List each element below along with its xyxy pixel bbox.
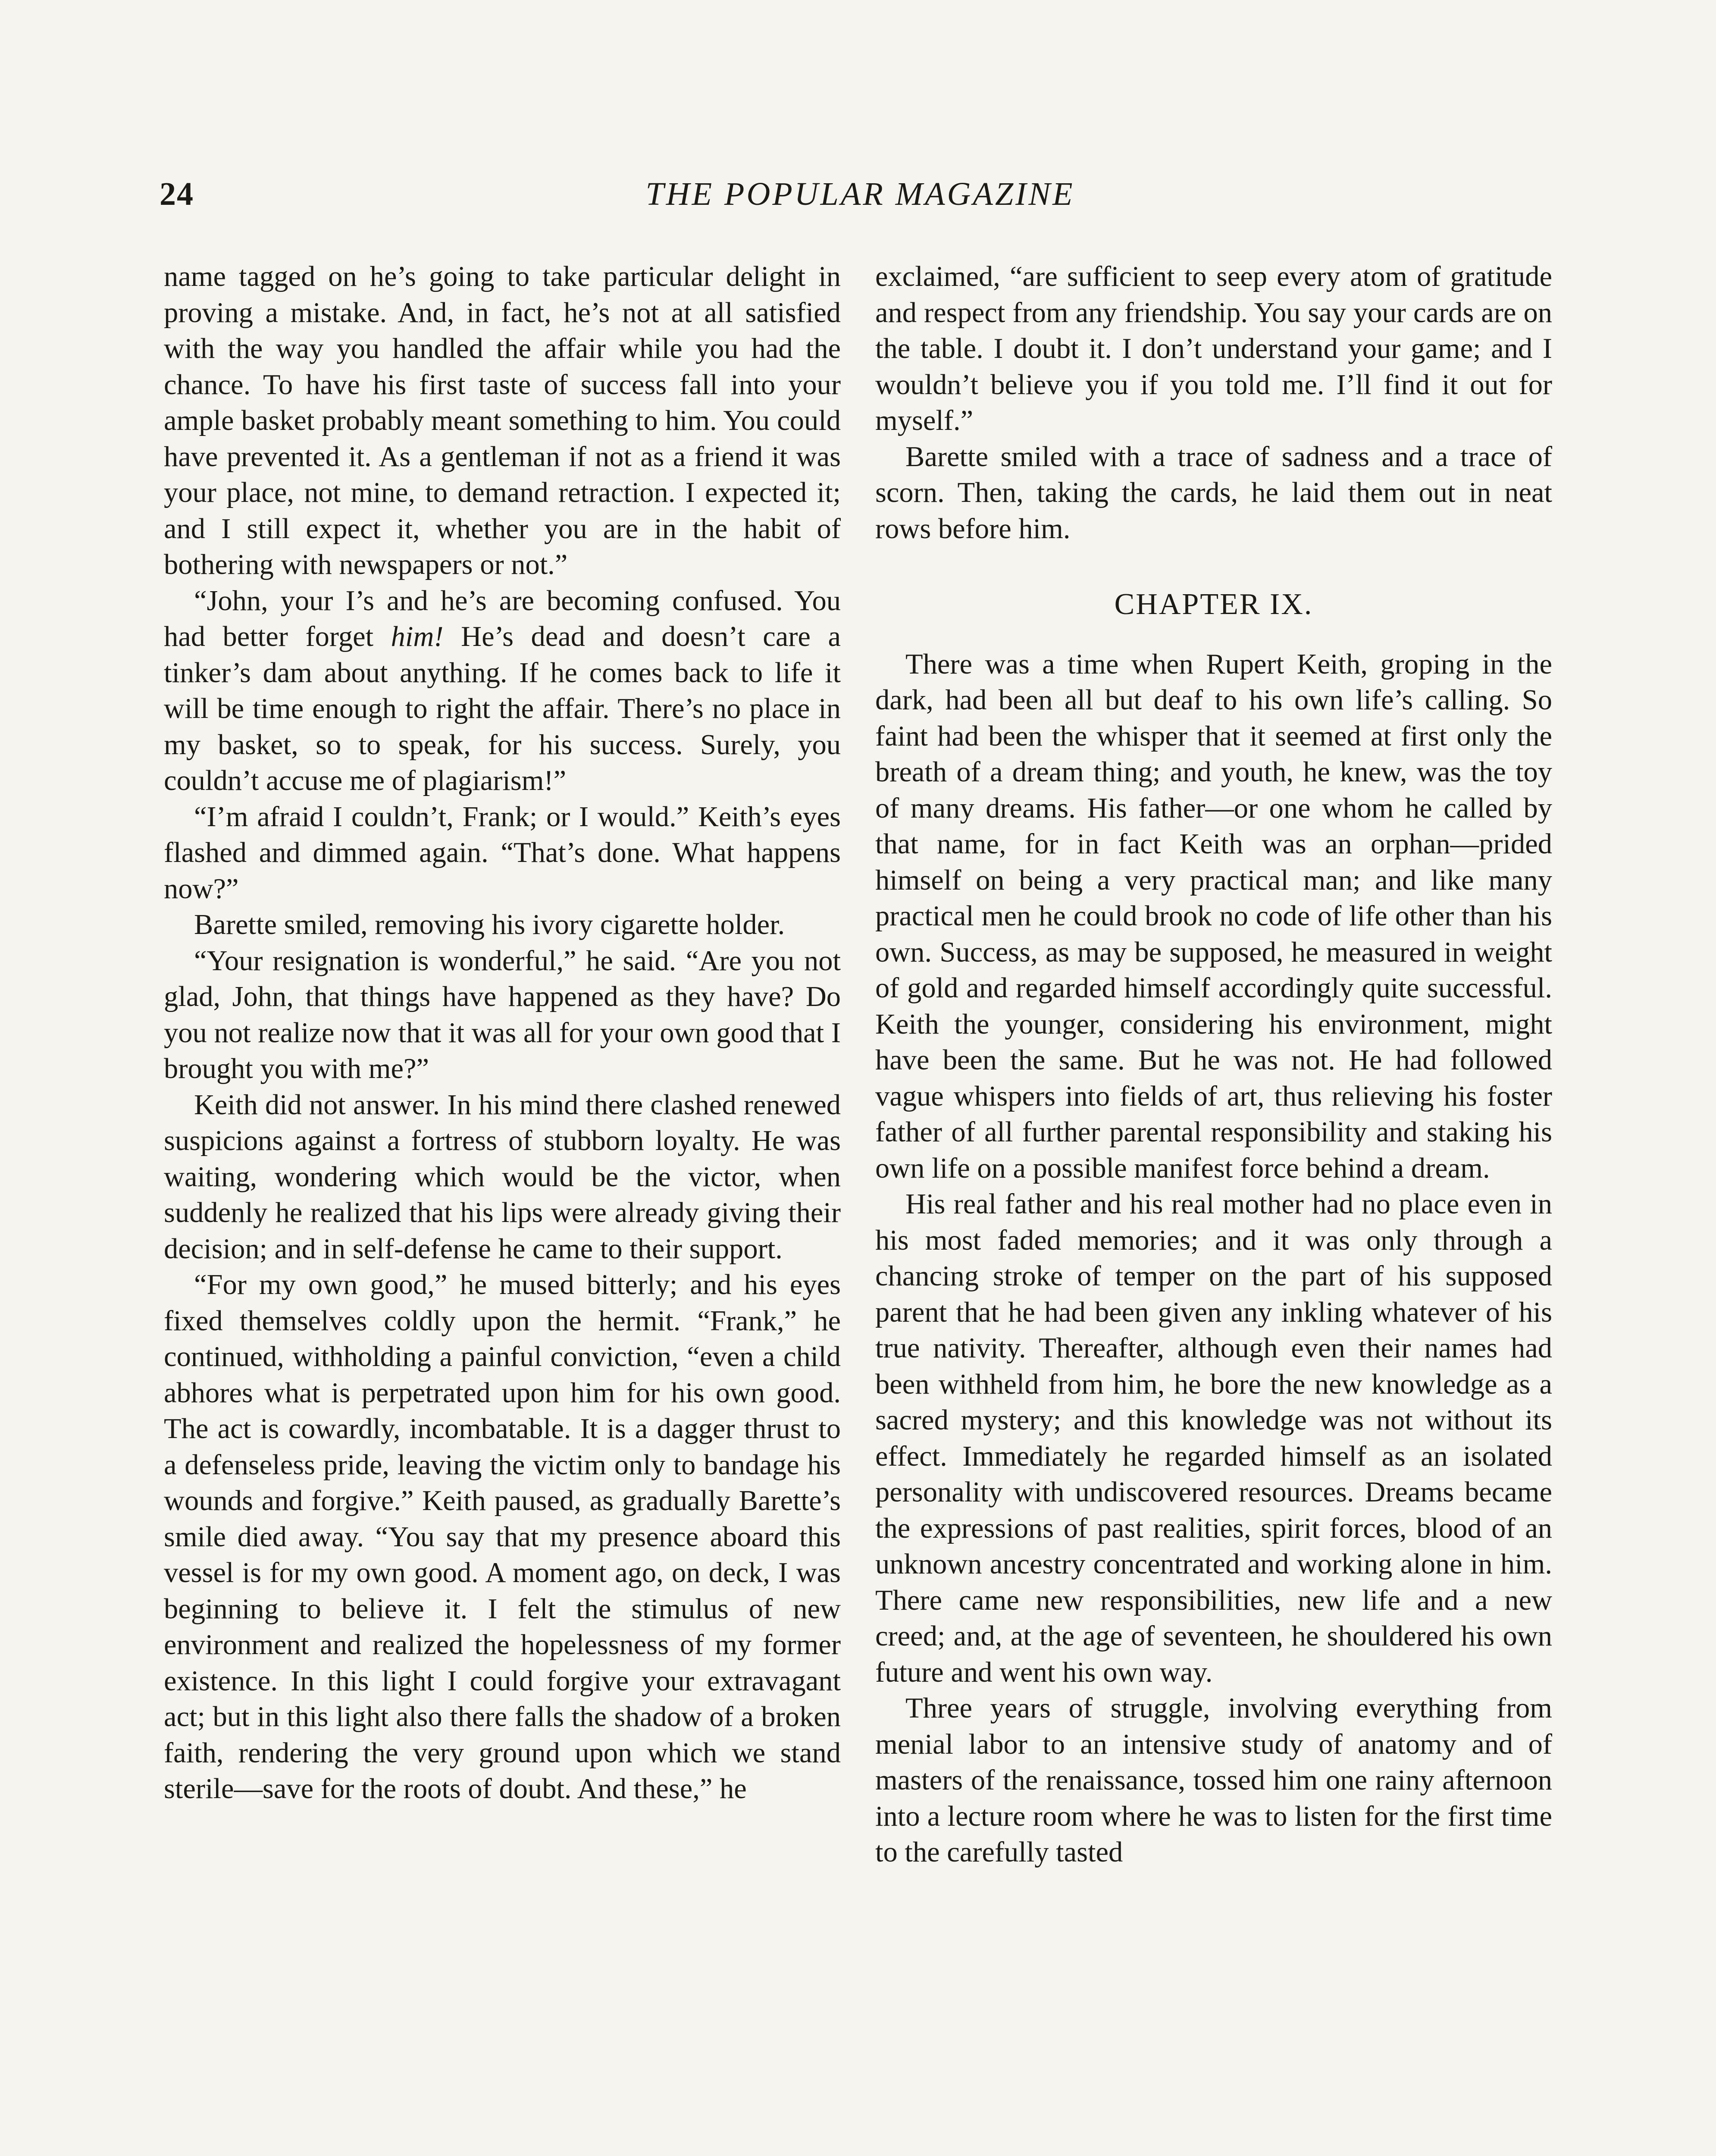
left-column bbox=[164, 259, 841, 1807]
paragraph: exclaimed, “are sufficient to seep every atom of gratitude and respect from any friendship. You say your cards are on the table. I doubt it. I don’t understand your game; and I wouldn’t believe you if you told me. I’ll find it out for myself.” bbox=[875, 261, 1552, 436]
paragraph-text: “John, your I’s and he’s are becoming confused. You had better forget bbox=[164, 585, 841, 652]
right-column bbox=[875, 259, 1552, 1871]
paragraph: “Your resignation is wonderful,” he said. “Are you not glad, John, that things have happened as they have? Do you not realize now that it was all for your own good that I brought you with me?” bbox=[164, 945, 841, 1084]
paragraph: Barette smiled, removing his ivory cigarette holder. bbox=[194, 909, 785, 940]
paragraph bbox=[164, 583, 841, 799]
chapter-heading: CHAPTER IX. bbox=[1114, 588, 1313, 621]
paragraph: “I’m afraid I couldn’t, Frank; or I would.” Keith’s eyes flashed and dimmed again. “That’s done. What happens now?” bbox=[164, 801, 841, 905]
paragraph: name tagged on he’s going to take particular delight in proving a mistake. And, in fact, he’s not at all satisfied with the way you handled the affair while you had the chance. To have his first taste of success fall into your ample basket probably meant something to him. You could have prevented it. As a gentleman if not as a friend it was your place, not mine, to demand retraction. I expected it; and I still expect it, whether you are in the habit of bothering with newspapers or not.” bbox=[164, 261, 841, 580]
paragraph: Barette smiled with a trace of sadness and a trace of scorn. Then, taking the cards, he laid them out in neat rows before him. bbox=[875, 441, 1552, 545]
running-head: THE POPULAR MAGAZINE bbox=[645, 176, 1075, 212]
paragraph: Three years of struggle, involving everything from menial labor to an intensive study of anatomy and of masters of the renaissance, tossed him one rainy afternoon into a lecture room where he was to listen for the first time to the carefully tasted bbox=[875, 1692, 1552, 1868]
paragraph: There was a time when Rupert Keith, groping in the dark, had been all but deaf to his own life’s calling. So faint had been the whisper that it seemed at first only the breath of a dream thing; and youth, he knew, was the toy of many dreams. His father—or one whom he called by that name, for in fact Keith was an orphan—prided himself on being a very practical man; and like many practical men he could brook no code of life other than his own. Success, as may be supposed, he measured in weight of gold and regarded himself accordingly quite successful. Keith the younger, considering his environment, might have been the same. But he was not. He had followed vague whispers into fields of art, thus relieving his foster father of all further parental responsibility and staking his own life on a possible manifest force behind a dream. bbox=[875, 648, 1552, 1184]
paragraph: “For my own good,” he mused bitterly; and his eyes fixed themselves coldly upon the hermit. “Frank,” he continued, withholding a painful conviction, “even a child abhores what is perpetrated upon him for his own good. The act is cowardly, incombatable. It is a dagger thrust to a defenseless pride, leaving the victim only to bandage his wounds and forgive.” Keith paused, as gradually Barette’s smile died away. “You say that my presence aboard this vessel is for my own good. A moment ago, on deck, I was beginning to believe it. I felt the stimulus of new environment and realized the hopelessness of my former existence. In this light I could forgive your extravagant act; but in this light also there falls the shadow of a broken faith, rendering the very ground upon which we stand sterile—save for the roots of doubt. And these,” he bbox=[164, 1269, 841, 1805]
paragraph: His real father and his real mother had no place even in his most faded memories; and it was only through a chancing stroke of temper on the part of his supposed parent that he had been given any inkling whatever of his true nativity. Thereafter, although even their names had been withheld from him, he bore the new knowledge as a sacred mystery; and this knowledge was not without its effect. Immediately he regarded himself as an isolated personality with undiscovered resources. Dreams became the expressions of past realities, spirit forces, blood of an unknown ancestry concentrated and working alone in him. There came new responsibilities, new life and a new creed; and, at the age of seventeen, he shouldered his own future and went his own way. bbox=[875, 1188, 1552, 1688]
page-header bbox=[160, 170, 1561, 231]
page-number: 24 bbox=[160, 176, 194, 212]
paragraph-text: He’s dead and doesn’t care a tinker’s dam about anything. If he comes back to life it will be time enough to right the affair. There’s no place in my basket, so to speak, for his success. Surely, you couldn’t accuse me of plagiarism!” bbox=[164, 621, 841, 796]
paragraph: Keith did not answer. In his mind there clashed renewed suspicions against a fortress of stubborn loyalty. He was waiting, wondering which would be the victor, when suddenly he realized that his lips were already giving their decision; and in self-defense he came to their support. bbox=[164, 1089, 841, 1265]
emphasized-word: him! bbox=[391, 621, 444, 652]
